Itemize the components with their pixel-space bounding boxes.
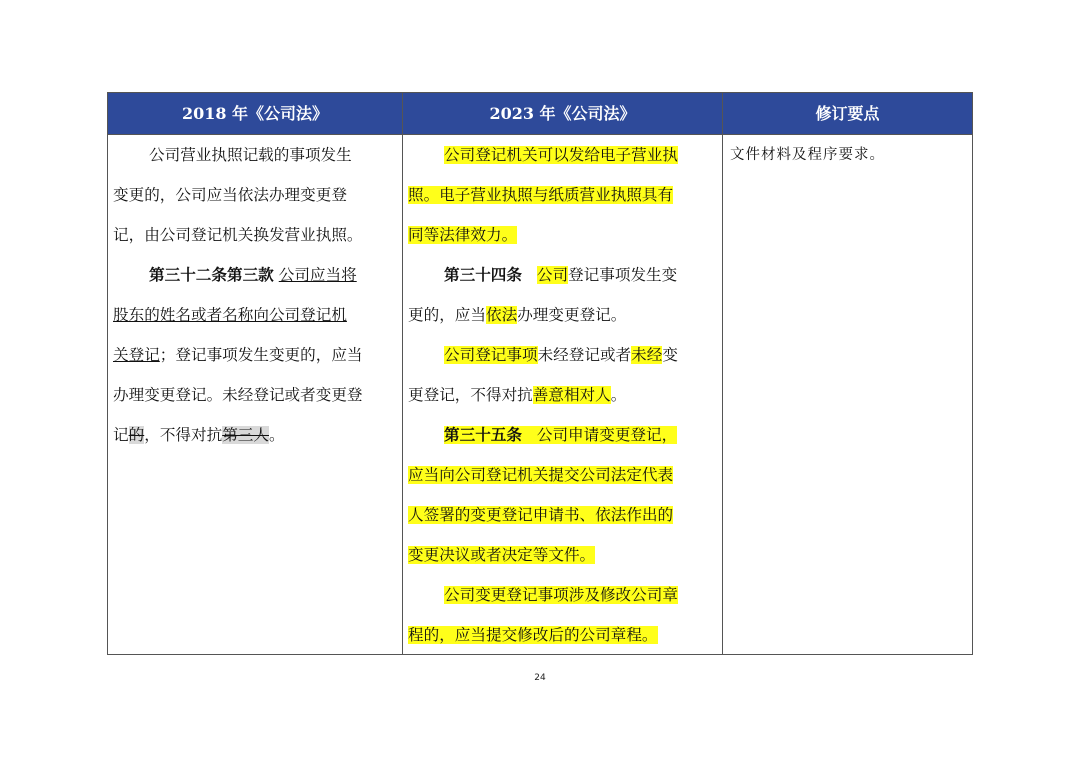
text-line [408, 535, 718, 575]
header-2018: 2018 年《公司法》 [181, 104, 329, 123]
header-notes: 修订要点 [815, 104, 880, 123]
text-line: 变更的，公司应当依法办理变更登 [113, 186, 347, 204]
column-2018-text [113, 135, 399, 455]
text-span: 未经登记或者 [537, 346, 632, 364]
article-number: 第三十五条 [444, 425, 522, 444]
text-line [408, 295, 718, 335]
text-line [113, 255, 399, 295]
text-line [113, 415, 399, 455]
text-line: 办理变更登记。未经登记或者变更登 [113, 386, 363, 404]
text-line [113, 335, 399, 375]
text-line [408, 415, 718, 455]
text-span: ；登记事项发生变更的，应当 [159, 346, 363, 364]
text-line [408, 575, 718, 615]
column-notes-text [730, 135, 966, 175]
comparison-table [107, 92, 973, 655]
deleted-text: 第三人 [222, 426, 269, 444]
revision-note: 文件材料及程序要求。 [730, 147, 885, 163]
text-line [408, 255, 718, 295]
text-line: 记，由公司登记机关换发营业执照。 [113, 226, 363, 244]
text-line [113, 295, 399, 335]
text-span: 变 [662, 346, 678, 364]
text-line [408, 335, 718, 375]
text-line [408, 615, 718, 655]
text-line [408, 215, 718, 255]
highlighted-text: 公司 [536, 266, 569, 284]
text-line [408, 375, 718, 415]
text-line [408, 135, 718, 175]
text-span: 登记事项发生变 [568, 266, 678, 284]
text-span: 更的，应当 [408, 306, 486, 324]
column-divider [722, 93, 723, 654]
text-line [408, 495, 718, 535]
highlighted-text: 善意相对人 [532, 386, 611, 404]
highlighted-text: 应当向公司登记机关提交公司法定代表 [408, 466, 674, 484]
page-number: 24 [534, 673, 546, 683]
text-line: 公司营业执照记载的事项发生 [149, 146, 352, 164]
article-number: 第三十二条第三款 [149, 265, 274, 284]
highlighted-text: 程的，应当提交修改后的公司章程。 [408, 626, 658, 644]
highlighted-text: 同等法律效力。 [408, 226, 518, 244]
text-span: 更登记，不得对抗 [408, 386, 533, 404]
highlighted-text [444, 426, 677, 444]
text-span: 。 [610, 386, 627, 404]
underlined-text: 股东的姓名或者名称向公司登记机 [113, 306, 347, 324]
column-2023-text [408, 135, 718, 655]
text-span: 公司申请变更登记， [536, 426, 678, 444]
highlighted-text: 人签署的变更登记申请书、依法作出的 [408, 506, 674, 524]
highlighted-text: 依法 [485, 306, 518, 324]
text-line [408, 455, 718, 495]
highlighted-text: 变更决议或者决定等文件。 [408, 546, 596, 564]
highlighted-text: 公司变更登记事项涉及修改公司章 [444, 586, 678, 604]
table-header [108, 93, 972, 135]
text-span: 。 [269, 426, 285, 444]
underlined-text: 公司应当将 [278, 266, 357, 284]
deleted-text: 的 [128, 426, 145, 444]
highlighted-text: 未经 [631, 346, 663, 364]
text-line [408, 175, 718, 215]
highlighted-text: 公司登记事项 [444, 346, 538, 364]
header-2023: 2023 年《公司法》 [489, 104, 636, 123]
text-span: ，不得对抗 [144, 426, 223, 444]
column-divider [402, 93, 403, 654]
highlighted-text: 照。电子营业执照与纸质营业执照具有 [408, 186, 674, 204]
highlighted-text: 公司登记机关可以发给电子营业执 [444, 146, 678, 164]
underlined-text: 关登记 [113, 346, 160, 364]
text-span: 记 [113, 426, 129, 444]
text-span: 办理变更登记。 [517, 306, 627, 324]
article-number: 第三十四条 [444, 265, 522, 284]
